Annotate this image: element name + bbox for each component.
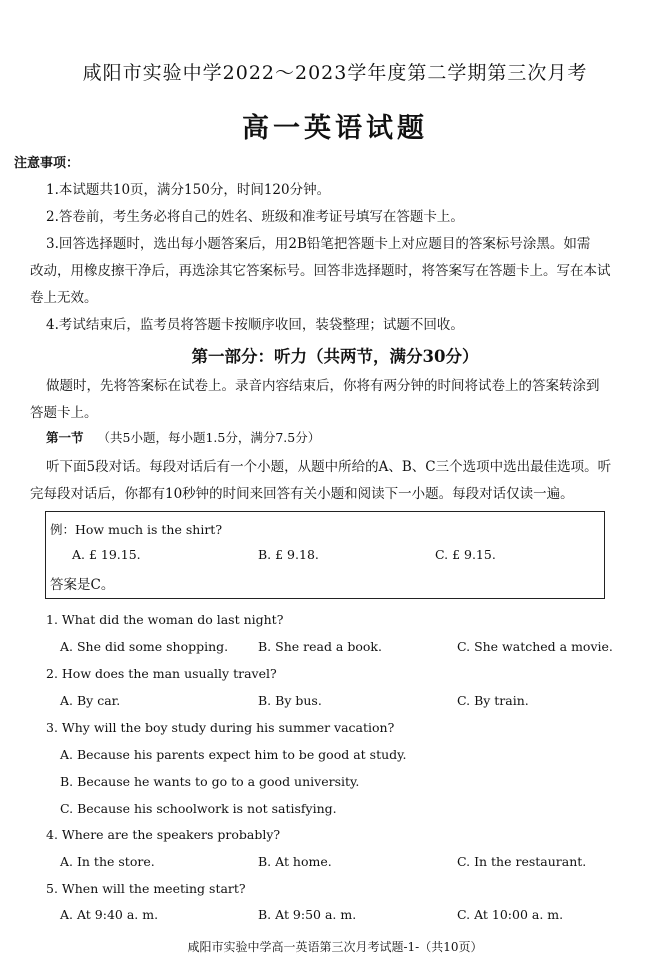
example-question: 例：How much is the shirt? xyxy=(50,522,223,537)
notice-heading: 注意事项： xyxy=(14,156,80,171)
q2-option-b: B. By bus. xyxy=(258,693,322,708)
question-3: 3. Why will the boy study during his summer vacation? xyxy=(46,720,395,735)
section1-heading xyxy=(46,428,320,446)
q1-option-c: C. She watched a movie. xyxy=(457,639,613,654)
part1-intro-line: 做题时，先将答案标在试卷上。录音内容结束后，你将有两分钟的时间将试卷上的答案转涂到 xyxy=(46,378,600,394)
question-1: 1. What did the woman do last night? xyxy=(46,612,284,627)
exam-header: 咸阳市实验中学2022～2023学年度第二学期第三次月考 xyxy=(82,62,588,84)
page-title: 高一英语试题 xyxy=(242,113,428,144)
section1-intro-line: 听下面5段对话。每段对话后有一个小题，从题中所给的A、B、C三个选项中选出最佳选项。听 xyxy=(46,459,612,475)
section1-desc: （共5小题，每小题1.5分，满分7.5分） xyxy=(97,430,321,445)
notice-line: 卷上无效。 xyxy=(30,290,98,306)
notice-line: 3.回答选择题时，选出每小题答案后，用2B铅笔把答题卡上对应题目的答案标号涂黑。如需 xyxy=(46,236,591,252)
q3-option-c: C. Because his schoolwork is not satisfying. xyxy=(60,801,337,816)
section1-label: 第一节 xyxy=(46,430,84,445)
q2-option-c: C. By train. xyxy=(457,693,529,708)
part1-intro-line: 答题卡上。 xyxy=(30,405,98,421)
q5-option-a: A. At 9:40 a. m. xyxy=(60,907,159,922)
q3-option-b: B. Because he wants to go to a good university. xyxy=(60,774,360,789)
section1-intro-line: 完每段对话后，你都有10秒钟的时间来回答有关小题和阅读下一小题。每段对话仅读一遍。 xyxy=(30,486,574,502)
example-answer: 答案是C。 xyxy=(50,577,115,593)
q4-option-c: C. In the restaurant. xyxy=(457,854,587,869)
notice-line: 4.考试结束后，监考员将答题卡按顺序收回，装袋整理；试题不回收。 xyxy=(46,317,464,333)
page-footer: 咸阳市实验中学高一英语第三次月考试题-1-（共10页） xyxy=(187,940,483,954)
question-2: 2. How does the man usually travel? xyxy=(46,666,277,681)
q5-option-b: B. At 9:50 a. m. xyxy=(258,907,357,922)
q4-option-b: B. At home. xyxy=(258,854,332,869)
q5-option-c: C. At 10:00 a. m. xyxy=(457,907,564,922)
example-option-a: A. £ 19.15. xyxy=(72,547,141,562)
question-5: 5. When will the meeting start? xyxy=(46,881,246,896)
q3-option-a: A. Because his parents expect him to be good at study. xyxy=(60,747,407,762)
example-option-b: B. £ 9.18. xyxy=(258,547,319,562)
q1-option-b: B. She read a book. xyxy=(258,639,382,654)
q1-option-a: A. She did some shopping. xyxy=(60,639,229,654)
question-4: 4. Where are the speakers probably? xyxy=(46,827,281,842)
part1-title: 第一部分：听力（共两节，满分30分） xyxy=(191,347,479,366)
example-option-c: C. £ 9.15. xyxy=(435,547,496,562)
notice-line: 1.本试题共10页，满分150分，时间120分钟。 xyxy=(46,182,331,198)
q2-option-a: A. By car. xyxy=(60,693,121,708)
notice-line: 2.答卷前，考生务必将自己的姓名、班级和准考证号填写在答题卡上。 xyxy=(46,209,464,225)
notice-line: 改动，用橡皮擦干净后，再选涂其它答案标号。回答非选择题时，将答案写在答题卡上。写在本试 xyxy=(30,263,611,279)
q4-option-a: A. In the store. xyxy=(60,854,155,869)
